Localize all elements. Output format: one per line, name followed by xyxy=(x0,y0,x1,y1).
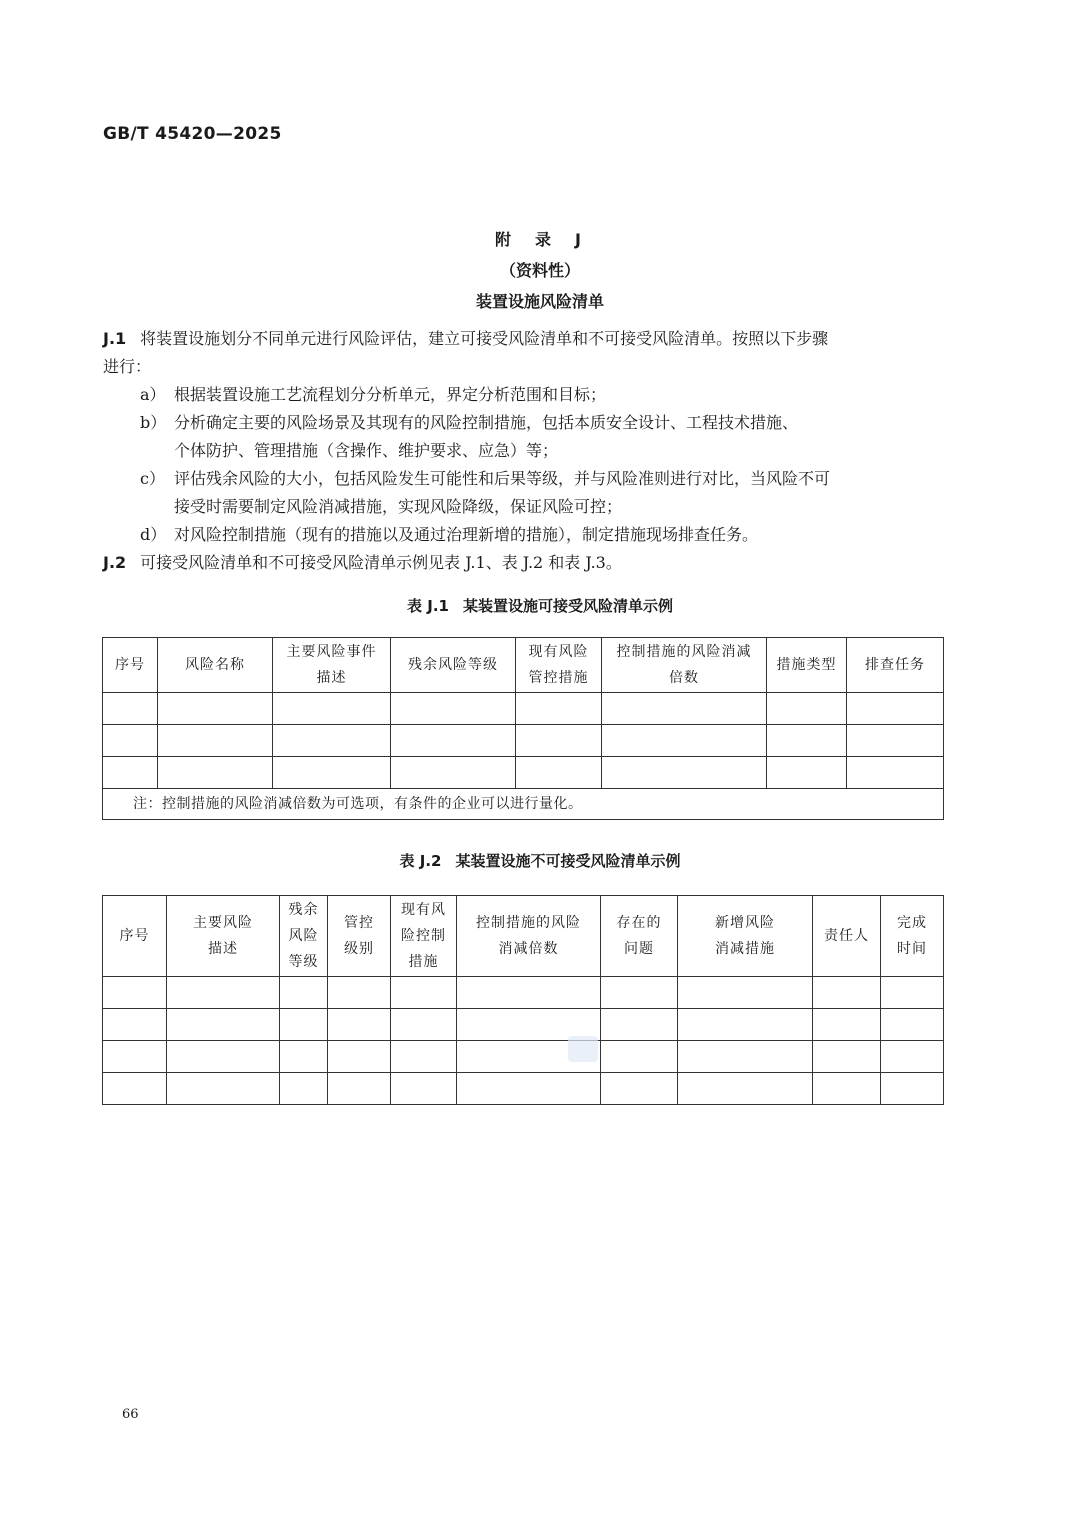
column-header: 完成 时间 xyxy=(881,896,944,977)
clause-j2-text: 可接受风险清单和不可接受风险清单示例见表 J.1、表 J.2 和表 J.3。 xyxy=(140,553,622,572)
acceptable-risk-table xyxy=(102,637,944,820)
table1-caption-number: 表 J.1 xyxy=(407,597,449,615)
column-header: 排查任务 xyxy=(847,638,944,693)
clause-j1-line2: 进行： xyxy=(103,357,152,376)
page-number: 66 xyxy=(122,1407,139,1422)
column-header: 措施类型 xyxy=(767,638,847,693)
table-cell xyxy=(391,1041,457,1073)
appendix-title: 装置设施风险清单 xyxy=(475,292,604,311)
table-row xyxy=(103,693,944,725)
clause-j1-text: 将装置设施划分不同单元进行风险评估，建立可接受风险清单和不可接受风险清单。按照以下步骤 xyxy=(140,329,829,348)
table-cell xyxy=(678,1009,813,1041)
table-cell xyxy=(103,1009,167,1041)
table-cell xyxy=(391,757,516,789)
table-cell xyxy=(516,693,602,725)
column-header: 主要风险 描述 xyxy=(167,896,280,977)
table1-caption-title: 某装置设施可接受风险清单示例 xyxy=(462,597,673,615)
table-row xyxy=(103,725,944,757)
table-row xyxy=(103,977,944,1009)
table-cell xyxy=(328,1041,391,1073)
clause-j1-line1 xyxy=(103,325,828,353)
table-cell xyxy=(457,1073,601,1105)
table-cell xyxy=(328,1009,391,1041)
unacceptable-risk-table xyxy=(102,895,944,1105)
column-header: 残余风险等级 xyxy=(391,638,516,693)
table-cell xyxy=(767,725,847,757)
column-header: 残余 风险 等级 xyxy=(280,896,328,977)
table-row xyxy=(103,1009,944,1041)
table-cell xyxy=(847,757,944,789)
table-cell xyxy=(678,1073,813,1105)
table-cell xyxy=(881,1073,944,1105)
column-header: 现有风 险控制 措施 xyxy=(391,896,457,977)
table-header-row xyxy=(103,896,944,977)
table-cell xyxy=(273,693,391,725)
table-note: 注：控制措施的风险消减倍数为可选项，有条件的企业可以进行量化。 xyxy=(103,789,944,820)
table-cell xyxy=(457,977,601,1009)
table-cell xyxy=(103,1073,167,1105)
table-cell xyxy=(328,1073,391,1105)
list-item-c-cont: 接受时需要制定风险消减措施，实现风险降级，保证风险可控； xyxy=(174,497,623,516)
table-cell xyxy=(847,693,944,725)
table-cell xyxy=(391,1009,457,1041)
table-cell xyxy=(158,725,273,757)
column-header: 现有风险 管控措施 xyxy=(516,638,602,693)
table-cell xyxy=(678,977,813,1009)
list-item-a xyxy=(140,381,606,409)
table2-caption-number: 表 J.2 xyxy=(399,852,442,870)
column-header: 序号 xyxy=(103,896,167,977)
column-header: 主要风险事件 描述 xyxy=(273,638,391,693)
table-cell xyxy=(280,977,328,1009)
table-cell xyxy=(881,1009,944,1041)
table-cell xyxy=(167,1073,280,1105)
table-note-row xyxy=(103,789,944,820)
column-header: 控制措施的风险消减 倍数 xyxy=(602,638,767,693)
table-cell xyxy=(328,977,391,1009)
table-row xyxy=(103,1041,944,1073)
table-cell xyxy=(601,1041,678,1073)
column-header: 管控 级别 xyxy=(328,896,391,977)
list-item-label: a） xyxy=(140,385,166,404)
table-cell xyxy=(103,693,158,725)
column-header: 存在的 问题 xyxy=(601,896,678,977)
column-header: 新增风险 消减措施 xyxy=(678,896,813,977)
clause-j2 xyxy=(103,549,622,577)
table-cell xyxy=(601,977,678,1009)
clause-j2-number: J.2 xyxy=(103,553,127,572)
list-item-c xyxy=(140,465,830,493)
table-cell xyxy=(280,1073,328,1105)
standard-code: GB/T 45420—2025 xyxy=(103,124,282,144)
list-item-b-cont: 个体防护、管理措施（含操作、维护要求、应急）等； xyxy=(174,441,559,460)
list-item-label: d） xyxy=(140,525,167,544)
table-cell xyxy=(391,725,516,757)
table-cell xyxy=(516,725,602,757)
table-row xyxy=(103,757,944,789)
table-cell xyxy=(516,757,602,789)
column-header: 序号 xyxy=(103,638,158,693)
column-header: 风险名称 xyxy=(158,638,273,693)
table-cell xyxy=(103,977,167,1009)
table-cell xyxy=(158,757,273,789)
list-item-text: 评估残余风险的大小，包括风险发生可能性和后果等级，并与风险准则进行对比，当风险不可 xyxy=(174,469,831,488)
table-cell xyxy=(391,693,516,725)
table-cell xyxy=(273,757,391,789)
table-cell xyxy=(601,1009,678,1041)
table-cell xyxy=(391,977,457,1009)
table-cell xyxy=(280,1041,328,1073)
table-cell xyxy=(601,1073,678,1105)
table-cell xyxy=(103,725,158,757)
table-cell xyxy=(813,977,881,1009)
table-cell xyxy=(391,1073,457,1105)
list-item-text: 对风险控制措施（现有的措施以及通过治理新增的措施），制定措施现场排查任务。 xyxy=(174,525,759,544)
table-cell xyxy=(602,725,767,757)
column-header: 控制措施的风险 消减倍数 xyxy=(457,896,601,977)
table-cell xyxy=(167,977,280,1009)
watermark-logo xyxy=(568,1036,598,1062)
table-cell xyxy=(602,757,767,789)
list-item-label: c） xyxy=(140,469,165,488)
list-item-label: b） xyxy=(140,413,167,432)
column-header: 责任人 xyxy=(813,896,881,977)
table-cell xyxy=(103,757,158,789)
table-cell xyxy=(273,725,391,757)
clause-j1-number: J.1 xyxy=(103,329,127,348)
table1-caption xyxy=(0,595,1080,616)
appendix-label: 附 录 J xyxy=(495,230,585,249)
table-cell xyxy=(602,693,767,725)
table-cell xyxy=(881,1041,944,1073)
table-cell xyxy=(158,693,273,725)
table-cell xyxy=(167,1041,280,1073)
table-header-row xyxy=(103,638,944,693)
table-cell xyxy=(813,1009,881,1041)
table-cell xyxy=(767,693,847,725)
table-cell xyxy=(167,1009,280,1041)
table-cell xyxy=(767,757,847,789)
table-cell xyxy=(847,725,944,757)
list-item-b xyxy=(140,409,798,437)
list-item-text: 分析确定主要的风险场景及其现有的风险控制措施，包括本质安全设计、工程技术措施、 xyxy=(174,413,799,432)
table-cell xyxy=(813,1041,881,1073)
table2-caption xyxy=(0,850,1080,871)
appendix-nature: （资料性） xyxy=(499,261,580,280)
table-row xyxy=(103,1073,944,1105)
table2-caption-title: 某装置设施不可接受风险清单示例 xyxy=(455,852,681,870)
table-cell xyxy=(678,1041,813,1073)
table-cell xyxy=(280,1009,328,1041)
list-item-text: 根据装置设施工艺流程划分分析单元，界定分析范围和目标； xyxy=(174,385,607,404)
table-cell xyxy=(813,1073,881,1105)
list-item-d xyxy=(140,521,758,549)
table-cell xyxy=(103,1041,167,1073)
table-cell xyxy=(881,977,944,1009)
